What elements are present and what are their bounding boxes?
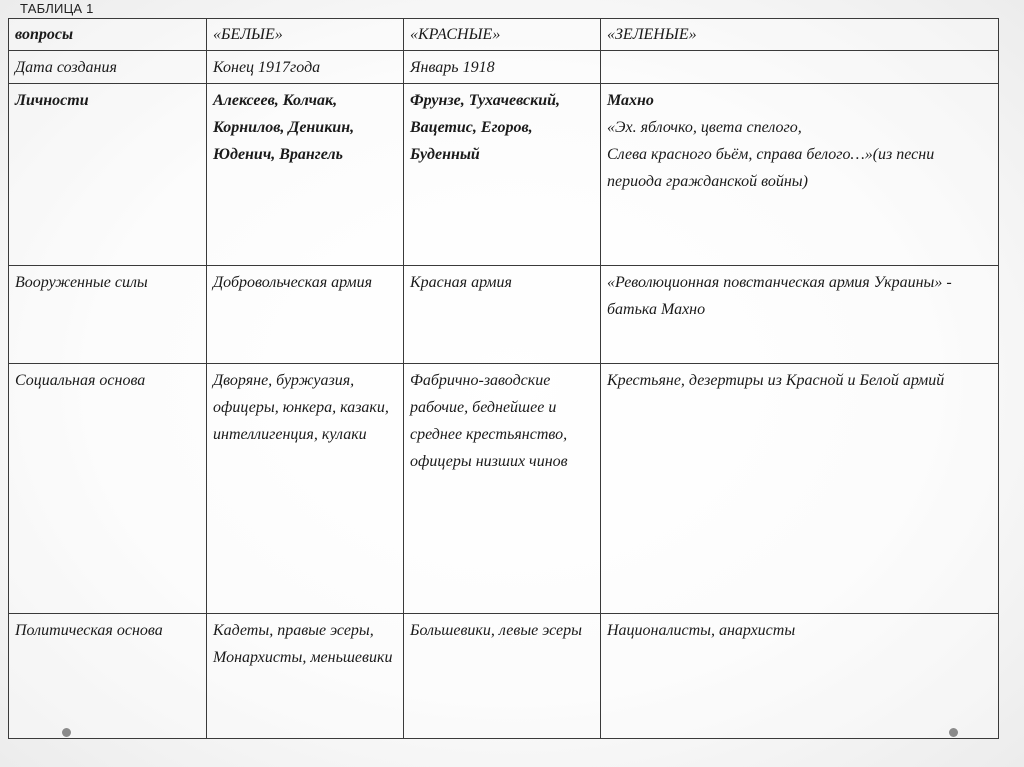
header-greens: «ЗЕЛЕНЫЕ» xyxy=(601,19,999,51)
header-row xyxy=(9,19,999,51)
comparison-table xyxy=(8,18,999,739)
header-questions: вопросы xyxy=(9,19,207,51)
table-row-persons xyxy=(9,84,999,266)
slide-dot-right xyxy=(949,728,958,737)
row-label-persons: Личности xyxy=(9,84,207,266)
cell-persons-whites: Алексеев, Колчак, Корнилов, Деникин, Юденич, Врангель xyxy=(207,84,404,266)
cell-social-greens: Крестьяне, дезертиры из Красной и Белой армий xyxy=(601,364,999,614)
row-label-political: Политическая основа xyxy=(9,614,207,739)
cell-date-reds: Январь 1918 xyxy=(404,51,601,84)
header-reds: «КРАСНЫЕ» xyxy=(404,19,601,51)
greens-song-quote: «Эх. яблочко, цвета спелого, xyxy=(607,119,802,136)
table-row-political xyxy=(9,614,999,739)
slide-dot-left xyxy=(62,728,71,737)
cell-social-reds: Фабрично-заводские рабочие, беднейшее и среднее крестьянство, офицеры низших чинов xyxy=(404,364,601,614)
cell-army-reds: Красная армия xyxy=(404,266,601,364)
cell-persons-reds: Фрунзе, Тухачевский, Вацетис, Егоров, Буденный xyxy=(404,84,601,266)
table-caption: ТАБЛИЦА 1 xyxy=(20,1,94,16)
row-label-date: Дата создания xyxy=(9,51,207,84)
greens-song-quote-2: Слева красного бьём, справа белого…»(из песни периода гражданской войны) xyxy=(607,146,935,190)
row-label-social: Социальная основа xyxy=(9,364,207,614)
cell-persons-greens xyxy=(601,84,999,266)
cell-political-greens: Националисты, анархисты xyxy=(601,614,999,739)
cell-political-reds: Большевики, левые эсеры xyxy=(404,614,601,739)
cell-political-whites: Кадеты, правые эсеры, Монархисты, меньшевики xyxy=(207,614,404,739)
cell-social-whites: Дворяне, буржуазия, офицеры, юнкера, казаки, интеллигенция, кулаки xyxy=(207,364,404,614)
table-row-social xyxy=(9,364,999,614)
cell-date-greens xyxy=(601,51,999,84)
cell-army-greens: «Революционная повстанческая армия Украины» - батька Махно xyxy=(601,266,999,364)
cell-army-whites: Добровольческая армия xyxy=(207,266,404,364)
greens-leader-name: Махно xyxy=(607,92,654,109)
row-label-army: Вооруженные силы xyxy=(9,266,207,364)
table-row-army xyxy=(9,266,999,364)
table-row-date xyxy=(9,51,999,84)
cell-date-whites: Конец 1917года xyxy=(207,51,404,84)
header-whites: «БЕЛЫЕ» xyxy=(207,19,404,51)
